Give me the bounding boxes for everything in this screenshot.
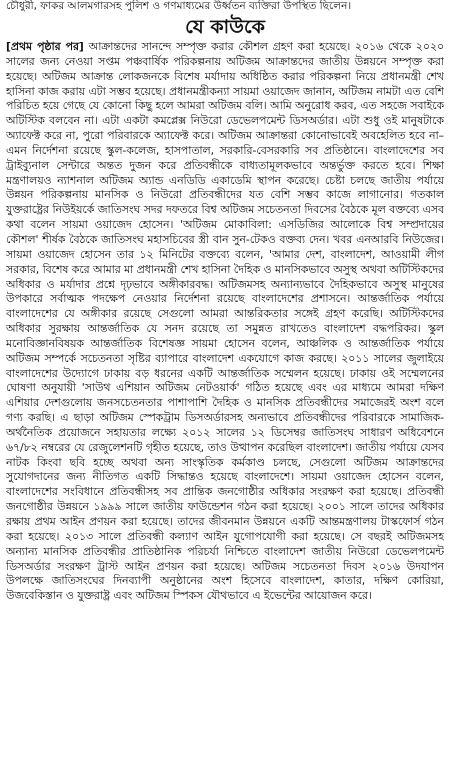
article-body-text: আক্রান্তদের সানন্দে সম্পৃক্ত করার কৌশল গ্রহণ করা হয়েছে। ২০১৬ থেকে ২০২০ সালের জন্য নেওয়া সপ্তম পঞ্চবার্ষিক পরিকল্পনায় অটিজম আক্রান্তদের জাতীয় উন্নয়নে সম্পৃক্ত করা হয়েছে। অটিজম আক্রান্ত লোকজনকে বিশেষ মর্যাদায় অধিষ্ঠিত করার পরিকল্পনা নিয়ে প্রধানমন্ত্রী শেখ হাসিনা কাজ করায় এটা সম্ভব হয়েছে। প্রধানমন্ত্রীকন্যা সায়মা ওয়াজেদ জানান, অটিজম নামটা এত বেশি পরিচিত হয়ে গেছে যে কোনো কিছু হলে আমরা অটিজম বলি। আমি অনুরোধ করব, এত সহজে সবাইকে অটিস্টিক বলবেন না। এটা একটা কমপ্লেক্স নিউরো ডেভেলপমেন্ট ডিসঅর্ডার। এটা শুধু ওই মানুষটাকে অ্যাফেক্ট করে না, পুরো পরিবারকে অ্যাফেক্ট করে। অটিজম আক্রান্তরা কোনোভাবেই অবহেলিত হবে না– এমন নির্দেশনা রয়েছে স্কুল-কলেজ, হাসপাতাল, সরকারি-বেসরকারি সব প্রতিষ্ঠানে। বাংলাদেশের সব ট্রাইব্যুনাল সেন্টারে অন্তত দুজন করে প্রতিবন্ধীকে বাধ্যতামূলকভাবে অন্তর্ভুক্ত করতে হবে। শিক্ষা মন্ত্রণালয়ও ন্যাশনাল অটিজম অ্যান্ড এনডিডি একাডেমি স্থাপন করেছে। চেষ্টা চলছে জাতীয় পর্যায়ে উন্নয়ন পরিকল্পনায় মানসিক ও নিউরো প্রতিবন্ধীদের যত বেশি সম্ভব কাজে লাগানোর। গতকাল যুক্তরাষ্ট্রের নিউইয়র্কে জাতিসংঘ সদর দফতরে বিশ্ব অটিজম সচেতনতা দিবসের বৈঠকে মূল বক্তব্যে এসব কথা বলেন সায়মা ওয়াজেদ হোসেন। 'অটিজম মোকাবিলা: এসডিজির আলোকে বিশ্ব সম্প্রদায়ের কৌশল' শীর্ষক বৈঠকে জাতিসংঘ মহাসচিবের স্ত্রী বান সুন-টেকও বক্তব্য দেন। খবর এনআরবি নিউজের। সায়মা ওয়াজেদ হোসেন তার ১২ মিনিটের বক্তব্যে বলেন, 'আমার দেশ, বাংলাদেশ, আওয়ামী লীগ সরকার, বিশেষ করে আমার মা প্রধানমন্ত্রী শেখ হাসিনা দৈহিক ও মানসিকভাবে অসুস্থ অথবা অটিস্টিকদের অধিকার ও মর্যাদার প্রশ্নে দৃঢ়ভাবে অঙ্গীকারবদ্ধ। অটিজমসহ অন্যান্যভাবে দৈহিকভাবে অসুস্থ মানুষের উপকারে সর্বাত্মক পদক্ষেপ নেওয়ার নির্দেশনা রয়েছে বাংলাদেশের প্রশাসনে। আন্তর্জাতিক পর্যায়ে বাংলাদেশের যে অঙ্গীকার রয়েছে সেগুলো আমরা আন্তরিকতার সঙ্গেই গ্রহণ করেছি। অটিস্টিকদের অধিকার সুরক্ষায় আন্তর্জাতিক যে সনদ রয়েছে তা সমুন্নত রাখতেও বাংলাদেশ বদ্ধপরিকর। স্কুল মনোবিজ্ঞানবিষয়ক আন্তর্জাতিক বিশেষজ্ঞ সায়মা হোসেন বলেন, আঞ্চলিক ও আন্তর্জাতিক পর্যায়ে অটিজম সম্পর্কে সচেতনতা সৃষ্টির ব্যাপারে বাংলাদেশ একযোগে কাজ করছে। ২০১১ সালের জুলাইয়ে বাংলাদেশের উদ্যোগে ঢাকায় বড় ধরনের একটি আন্তর্জাতিক সম্মেলন হয়েছে। ঢাকায় ওই সম্মেলনের ঘোষণা অনুযায়ী 'সাউথ এশিয়ান অটিজম নেটওয়ার্ক' গঠিত হয়েছে এবং এর মাধ্যমে আমরা দক্ষিণ এশিয়ার দেশগুলোয় জনসচেতনতার পাশাপাশি দৈহিক ও মানসিক প্রতিবন্ধীদের সমাজেরই অংশ বলে গণ্য করছি। এ ছাড়া অটিজম স্পেকট্রাম ডিসঅর্ডারসহ অন্যভাবে প্রতিবন্ধীদের পরিবারকে সামাজিক-অর্থনৈতিক প্রয়োজনে সহায়তার লক্ষ্যে ২০১২ সালের ১২ ডিসেম্বর জাতিসংঘ সাধারণ অধিবেশনে ৬৭/৮২ নম্বরের যে রেজুলেশনটি গৃহীত হয়েছে, তাও উত্থাপন করেছিল বাংলাদেশ। জাতীয় পর্যায়ে যেসব নাটক কিংবা ছবি হচ্ছে অথবা অন্য সাংস্কৃতিক কর্মকাণ্ড চলছে, সেগুলো অটিজম আক্রান্তদের সুযোগদানের জন্য নীতিগত একটি সিদ্ধান্তও হয়েছে বাংলাদেশে। সায়মা ওয়াজেদ হোসেন বলেন, বাংলাদেশের সংবিধানে প্রতিবন্ধীসহ সব প্রান্তিক জনগোষ্ঠীর অধিকার সংরক্ষণ করা হয়েছে। প্রতিবন্ধী জনগোষ্ঠীর উন্নয়নে ১৯৯৯ সালে জাতীয় ফাউন্ডেশন গঠন করা হয়েছে। ২০০১ সালে তাদের অধিকার রক্ষায় প্রথম আইন প্রণয়ন করা হয়েছে। তাদের জীবনমান উন্নয়নে একটি আন্তমন্ত্রণালয় টাস্কফোর্স গঠন করা হয়েছে। ২০১৩ সালে প্রতিবন্ধী কল্যাণ আইন যুগোপযোগী করা হয়েছে। সে বছরই অটিজমসহ অন্যান্য মানসিক প্রতিবন্ধীর প্রাতিষ্ঠানিক পরিচর্যা নিশ্চিতে বাংলাদেশ জাতীয় নিউরো ডেভেলপমেন্ট ডিসঅর্ডার সংরক্ষণ ট্রাস্ট আইন প্রণয়ন করা হয়েছে। অটিজম সচেতনতা দিবস ২০১৬ উদযাপন উপলক্ষে জাতিসংঘের দিনব্যাপী অনুষ্ঠানের অংশ হিসেবে বাংলাদেশ, কাতার, দক্ষিণ কোরিয়া, উজবেকিস্তান ও যুক্তরাষ্ট্র এবং অটিজম স্পিকস যৌথভাবে এ ইভেন্টের আয়োজন করে। — [6, 40, 444, 603]
article-body — [6, 40, 444, 780]
article-headline: যে কাউকে — [185, 16, 265, 38]
previous-article-tail: চৌধুরী, ফাকর আলমগারসহ পুলিশ ও গণমাধ্যমের উর্ধ্বতন ব্যক্তিরা উপস্থিত ছিলেন। — [6, 0, 352, 12]
continuation-marker: [প্রথম পৃষ্ঠার পর] — [6, 40, 84, 53]
